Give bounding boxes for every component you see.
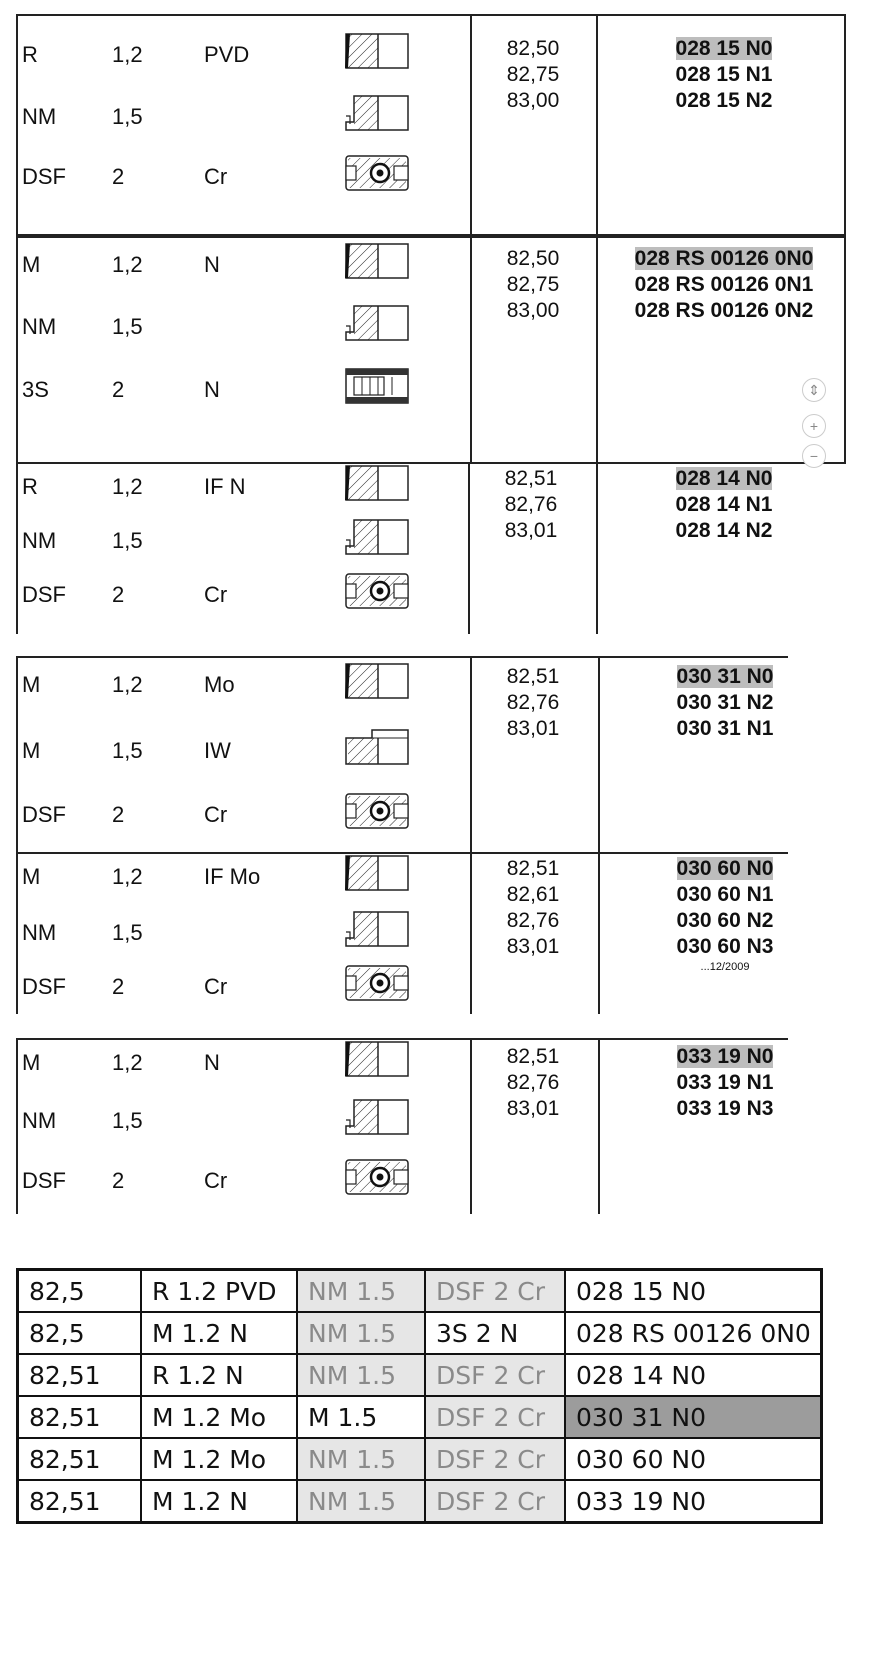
ring-height: 1,5 bbox=[112, 104, 143, 129]
summary-part-number: 028 RS 00126 0N0 bbox=[565, 1312, 822, 1354]
summary-part-number: 028 15 N0 bbox=[565, 1270, 822, 1313]
block-part-rule bbox=[598, 656, 600, 852]
part-number: 028 15 N1 bbox=[675, 63, 773, 86]
oversize-value: 82,76 bbox=[506, 909, 560, 932]
part-number: 028 RS 00126 0N2 bbox=[634, 299, 814, 322]
size-list bbox=[478, 36, 588, 114]
ring-type: 3S bbox=[22, 377, 49, 402]
summary-part-number: 030 31 N0 bbox=[565, 1396, 822, 1438]
block-part-rule bbox=[596, 236, 598, 464]
ring-type: R bbox=[22, 42, 38, 67]
ring-type: M bbox=[22, 252, 41, 277]
ring-oil-spring-icon bbox=[344, 572, 412, 617]
ring-oil-spring-icon bbox=[344, 792, 412, 837]
ring-type: NM bbox=[22, 528, 57, 553]
block-left-rule bbox=[16, 14, 18, 236]
summary-second-ring: NM 1.5 bbox=[297, 1312, 425, 1354]
catalog-block bbox=[16, 236, 844, 464]
block-size-rule bbox=[470, 656, 472, 852]
block-left-rule bbox=[16, 236, 18, 464]
ring-height: 1,5 bbox=[112, 314, 143, 339]
part-number: 028 14 N1 bbox=[675, 493, 773, 516]
oversize-value: 83,01 bbox=[506, 717, 560, 740]
ring-stepped-icon bbox=[344, 728, 412, 773]
ring-napier-icon bbox=[344, 304, 412, 349]
block-top-rule bbox=[16, 14, 844, 16]
summary-oil-ring: DSF 2 Cr bbox=[425, 1396, 565, 1438]
ring-rect-icon bbox=[344, 32, 412, 77]
summary-second-ring: M 1.5 bbox=[297, 1396, 425, 1438]
ring-napier-icon bbox=[344, 910, 412, 955]
ring-coating: Cr bbox=[204, 1168, 228, 1193]
part-number: 028 RS 00126 0N0 bbox=[634, 247, 814, 270]
ring-height: 1,5 bbox=[112, 1108, 143, 1133]
zoom-out-button[interactable]: − bbox=[802, 444, 826, 468]
summary-top-ring: M 1.2 N bbox=[141, 1312, 297, 1354]
block-part-rule bbox=[598, 1038, 600, 1214]
ring-type: DSF bbox=[22, 1168, 66, 1193]
ring-coating: N bbox=[204, 252, 220, 277]
part-number: 030 31 N1 bbox=[676, 717, 774, 740]
oversize-value: 83,00 bbox=[506, 299, 560, 322]
ring-oil-spring-icon bbox=[344, 1158, 412, 1203]
summary-second-ring: NM 1.5 bbox=[297, 1438, 425, 1480]
ring-type: NM bbox=[22, 1108, 57, 1133]
oversize-value: 82,50 bbox=[506, 247, 560, 270]
block-size-rule bbox=[470, 852, 472, 1014]
catalog-block bbox=[16, 462, 844, 634]
part-number-list bbox=[602, 466, 846, 544]
summary-top-ring: M 1.2 Mo bbox=[141, 1438, 297, 1480]
summary-top-ring: M 1.2 N bbox=[141, 1480, 297, 1523]
ring-height: 1,2 bbox=[112, 1050, 143, 1075]
summary-row bbox=[18, 1270, 822, 1313]
summary-row bbox=[18, 1438, 822, 1480]
size-list bbox=[478, 1044, 588, 1122]
validity-note: ...12/2009 bbox=[700, 961, 750, 973]
ring-type: NM bbox=[22, 104, 57, 129]
ring-coating: Cr bbox=[204, 582, 228, 607]
part-number: 030 60 N3 bbox=[676, 935, 774, 958]
oversize-value: 82,76 bbox=[506, 691, 560, 714]
oversize-value: 82,76 bbox=[506, 1071, 560, 1094]
summary-second-ring: NM 1.5 bbox=[297, 1270, 425, 1313]
summary-oil-ring: DSF 2 Cr bbox=[425, 1354, 565, 1396]
summary-row bbox=[18, 1480, 822, 1523]
part-number: 030 31 N0 bbox=[676, 665, 774, 688]
block-size-rule bbox=[470, 236, 472, 464]
part-number: 028 14 N2 bbox=[675, 519, 773, 542]
summary-oil-ring: 3S 2 N bbox=[425, 1312, 565, 1354]
ring-height: 1,2 bbox=[112, 672, 143, 697]
block-top-rule bbox=[16, 656, 788, 658]
part-number: 033 19 N3 bbox=[676, 1097, 774, 1120]
ring-height: 2 bbox=[112, 582, 125, 607]
ring-type: DSF bbox=[22, 582, 66, 607]
block-left-rule bbox=[16, 1038, 18, 1214]
ring-napier-icon bbox=[344, 94, 412, 139]
summary-row bbox=[18, 1396, 822, 1438]
ring-type: NM bbox=[22, 920, 57, 945]
summary-size: 82,51 bbox=[18, 1354, 142, 1396]
part-number: 030 31 N2 bbox=[676, 691, 774, 714]
ring-coating: IW bbox=[204, 738, 231, 763]
ring-rect-icon bbox=[344, 464, 412, 509]
part-number-list bbox=[602, 246, 846, 324]
block-size-rule bbox=[468, 462, 470, 634]
summary-oil-ring: DSF 2 Cr bbox=[425, 1270, 565, 1313]
ring-type: DSF bbox=[22, 802, 66, 827]
ring-coating: N bbox=[204, 377, 220, 402]
oversize-value: 83,01 bbox=[506, 1097, 560, 1120]
ring-height: 2 bbox=[112, 1168, 125, 1193]
summary-row bbox=[18, 1354, 822, 1396]
block-left-rule bbox=[16, 656, 18, 852]
ring-rect-icon bbox=[344, 854, 412, 899]
ring-height: 1,5 bbox=[112, 920, 143, 945]
part-number: 033 19 N0 bbox=[676, 1045, 774, 1068]
oversize-value: 82,50 bbox=[506, 37, 560, 60]
part-number-list bbox=[602, 36, 846, 114]
part-number: 030 60 N0 bbox=[676, 857, 774, 880]
summary-second-ring: NM 1.5 bbox=[297, 1354, 425, 1396]
oversize-value: 83,01 bbox=[506, 935, 560, 958]
part-number-list bbox=[604, 856, 846, 974]
ring-type: M bbox=[22, 672, 41, 697]
ring-oil-spring-icon bbox=[344, 154, 412, 199]
zoom-in-button[interactable]: + bbox=[802, 414, 826, 438]
summary-part-number: 030 60 N0 bbox=[565, 1438, 822, 1480]
block-left-rule bbox=[16, 462, 18, 634]
ring-height: 2 bbox=[112, 974, 125, 999]
catalog-block bbox=[16, 852, 844, 1014]
summary-size: 82,51 bbox=[18, 1480, 142, 1523]
oversize-value: 83,00 bbox=[506, 89, 560, 112]
catalog-block bbox=[16, 1038, 844, 1214]
block-part-rule bbox=[598, 852, 600, 1014]
ring-coating: IF N bbox=[204, 474, 246, 499]
ring-coating: IF Mo bbox=[204, 864, 261, 889]
ring-coating: Cr bbox=[204, 802, 228, 827]
summary-size: 82,5 bbox=[18, 1270, 142, 1313]
ring-height: 2 bbox=[112, 802, 125, 827]
ring-height: 1,2 bbox=[112, 252, 143, 277]
part-number: 028 15 N2 bbox=[675, 89, 773, 112]
part-number: 028 RS 00126 0N1 bbox=[634, 273, 814, 296]
ring-type: R bbox=[22, 474, 38, 499]
block-size-rule bbox=[470, 14, 472, 236]
summary-oil-ring: DSF 2 Cr bbox=[425, 1480, 565, 1523]
oversize-value: 82,75 bbox=[506, 63, 560, 86]
part-number: 028 14 N0 bbox=[675, 467, 773, 490]
summary-oil-ring: DSF 2 Cr bbox=[425, 1438, 565, 1480]
ring-napier-icon bbox=[344, 518, 412, 563]
oversize-value: 82,51 bbox=[506, 1045, 560, 1068]
ring-coating: Mo bbox=[204, 672, 235, 697]
ring-type: DSF bbox=[22, 164, 66, 189]
part-number: 033 19 N1 bbox=[676, 1071, 774, 1094]
summary-top-ring: R 1.2 PVD bbox=[141, 1270, 297, 1313]
ring-height: 1,2 bbox=[112, 474, 143, 499]
ring-type: M bbox=[22, 738, 41, 763]
summary-part-number: 033 19 N0 bbox=[565, 1480, 822, 1523]
block-top-rule bbox=[16, 236, 844, 238]
summary-part-number: 028 14 N0 bbox=[565, 1354, 822, 1396]
size-list bbox=[478, 856, 588, 960]
ring-coating: Cr bbox=[204, 974, 228, 999]
ring-type: NM bbox=[22, 314, 57, 339]
ring-type: DSF bbox=[22, 974, 66, 999]
oversize-value: 83,01 bbox=[504, 519, 558, 542]
block-part-rule bbox=[596, 14, 598, 236]
ring-height: 1,5 bbox=[112, 528, 143, 553]
part-number-list bbox=[604, 1044, 846, 1122]
block-left-rule bbox=[16, 852, 18, 1014]
oversize-value: 82,61 bbox=[506, 883, 560, 906]
ring-coating: PVD bbox=[204, 42, 250, 67]
ring-coating: Cr bbox=[204, 164, 228, 189]
ring-height: 1,5 bbox=[112, 738, 143, 763]
summary-top-ring: R 1.2 N bbox=[141, 1354, 297, 1396]
ring-height: 1,2 bbox=[112, 42, 143, 67]
summary-second-ring: NM 1.5 bbox=[297, 1480, 425, 1523]
ring-oil-spring-icon bbox=[344, 964, 412, 1009]
oversize-value: 82,75 bbox=[506, 273, 560, 296]
oversize-value: 82,51 bbox=[506, 857, 560, 880]
ring-3piece-icon bbox=[344, 367, 412, 412]
part-number-list bbox=[604, 664, 846, 742]
block-part-rule bbox=[596, 462, 598, 634]
oversize-value: 82,51 bbox=[506, 665, 560, 688]
ring-height: 1,2 bbox=[112, 864, 143, 889]
summary-table bbox=[16, 1268, 823, 1524]
oversize-value: 82,76 bbox=[504, 493, 558, 516]
ring-height: 2 bbox=[112, 377, 125, 402]
ring-rect-icon bbox=[344, 1040, 412, 1085]
summary-size: 82,51 bbox=[18, 1396, 142, 1438]
part-number: 028 15 N0 bbox=[675, 37, 773, 60]
ring-napier-icon bbox=[344, 1098, 412, 1143]
ring-type: M bbox=[22, 864, 41, 889]
part-number: 030 60 N1 bbox=[676, 883, 774, 906]
summary-top-ring: M 1.2 Mo bbox=[141, 1396, 297, 1438]
size-list bbox=[476, 466, 586, 544]
size-list bbox=[478, 246, 588, 324]
ring-height: 2 bbox=[112, 164, 125, 189]
block-top-rule bbox=[16, 462, 844, 464]
catalog-block bbox=[16, 14, 844, 236]
ring-rect-icon bbox=[344, 662, 412, 707]
summary-size: 82,51 bbox=[18, 1438, 142, 1480]
catalog-block bbox=[16, 656, 844, 852]
summary-row bbox=[18, 1312, 822, 1354]
oversize-value: 82,51 bbox=[504, 467, 558, 490]
summary-size: 82,5 bbox=[18, 1312, 142, 1354]
pan-control-icon[interactable]: ⇕ bbox=[802, 378, 826, 402]
ring-rect-icon bbox=[344, 242, 412, 287]
part-number: 030 60 N2 bbox=[676, 909, 774, 932]
size-list bbox=[478, 664, 588, 742]
block-size-rule bbox=[470, 1038, 472, 1214]
ring-type: M bbox=[22, 1050, 41, 1075]
ring-coating: N bbox=[204, 1050, 220, 1075]
